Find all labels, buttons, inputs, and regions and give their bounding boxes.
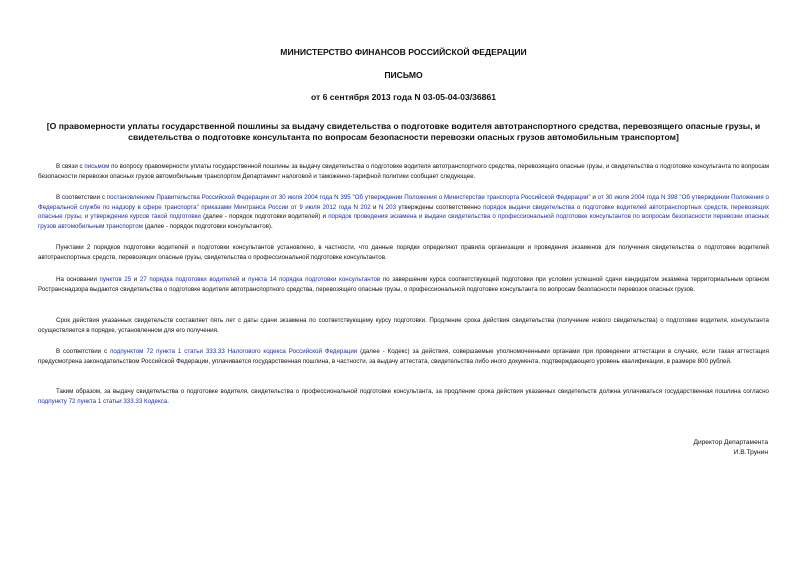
order-202-link[interactable]: приказами Минтранса России от 9 июля 2012 года N 202 (201, 203, 371, 211)
signature-block (693, 438, 768, 458)
paragraph-intro (38, 162, 769, 181)
ministry-heading: МИНИСТЕРСТВО ФИНАНСОВ РОССИЙСКОЙ ФЕДЕРАЦИИ (280, 47, 527, 57)
text: (далее - порядок подготовки водителей) и (200, 213, 329, 221)
decree-398-link[interactable]: от 30 июля 2004 года N 398 "Об утверждении Положения о Федеральной службе по надзору в сфере транспорта" (38, 194, 769, 211)
paragraph-certificates (38, 275, 769, 294)
point-14-link[interactable]: пункта 14 порядка подготовки консультантов (248, 276, 381, 283)
text: Срок действия указанных свидетельств составляет пять лет с даты сдачи экзамена по соответствующему курсу подготовки. Продление срока действия свидетельства (получение нового свидетельства) о подготовке водителя, консультанта осуществляется в порядке, установленном для его получения. (38, 317, 769, 334)
paragraph-procedures (38, 243, 769, 262)
document-title: [О правомерности уплаты государственной пошлины за выдачу свидетельства о подготовке водителя автотранспортного средства, перевозящего опасные грузы, и свидетельства о подготовке консультанта по вопросам безопасности перевозки опасных грузов автомобильным транспортом] (46, 121, 761, 142)
paragraph-tax-code (38, 347, 769, 366)
text: (далее - порядок подготовки консультантов). (142, 222, 273, 230)
paragraph-conclusion (38, 387, 769, 406)
signatory-name: И.В.Трунин (733, 449, 768, 456)
consultant-exam-procedure-link[interactable]: порядок проведения экзамена и выдачи свидетельства о профессиональной подготовке консультантов по вопросам безопасности перевозки опасных грузов автомобильным транспортом (38, 213, 770, 230)
paragraph-validity (38, 316, 769, 335)
text: и (131, 276, 140, 283)
document-date-number: от 6 сентября 2013 года N 03-05-04-03/36861 (310, 92, 497, 102)
tax-code-link[interactable]: подпунктом 72 пункта 1 статьи 333.33 Налогового кодекса Российской Федерации (110, 348, 358, 355)
text: (далее - Кодекс) за действия, совершаемые уполномоченными органами при проведении аттестации в случаях, если такая аттестация предусмотрена законодательством Российской Федерации, уплачивается государственная пошлина, в частности, за выдачу аттестата, свидетельства либо иного документа, подтверждающего уровень квалификации, в размере 800 рублей. (38, 348, 769, 365)
text: В соответствии с (56, 194, 107, 201)
text: и (239, 276, 249, 283)
paragraph-legal-basis (38, 193, 769, 231)
point-27-link[interactable]: 27 порядка подготовки водителей (139, 276, 240, 283)
decree-395-link[interactable]: постановлением Правительства Российской Федерации от 30 июля 2004 года N 395 "Об утверждении Положения о Министерстве транспорта Российской Федерации" (106, 194, 591, 201)
text: утверждены соответственно (396, 203, 484, 211)
driver-training-procedure-link[interactable]: порядок выдачи свидетельства о подготовке водителей автотранспортных средств, перевозящих опасные грузы, и утверждения курсов такой подготовки (38, 203, 769, 221)
text: В соответствии с (56, 348, 111, 355)
text: В связи с (56, 163, 85, 170)
text: На основании (56, 276, 100, 283)
points-25-link[interactable]: пунктов 25 (99, 276, 132, 283)
text: Пунктами 2 порядков подготовки водителей и подготовки консультантов установлено, в частности, что данные порядки определяют правила организации и проведения экзаменов для получения свидетельства о подготовке водителей автотранспортных средств, перевозящих опасные грузы, свидетельства о профессиональной подготовке консультантов. (38, 244, 769, 261)
signatory-position: Директор Департамента (693, 439, 768, 446)
tax-code-subpoint-link[interactable]: подпункту 72 пункта 1 статьи 333.33 Кодекса (38, 397, 168, 405)
text: по вопросу правомерности уплаты государственной пошлины за выдачу свидетельства о подготовке водителя автотранспортного средства, перевозящего опасные грузы, и свидетельства о подготовке консультанта по вопросам безопасности перевозки опасных грузов автомобильным транспортом Департамент налоговой и таможенно-тарифной политики сообщает следующее. (38, 163, 769, 180)
letter-link[interactable]: письмом (84, 163, 110, 170)
document-type: ПИСЬМО (384, 70, 423, 80)
text: и (370, 203, 379, 211)
text: и (590, 194, 598, 201)
text: Таким образом, за выдачу свидетельства о подготовке водителя, свидетельства о профессиональной подготовке консультанта, за продление срока действия указанных свидетельств должна уплачиваться государственная пошлина согласно (56, 388, 769, 395)
text: . (167, 397, 169, 405)
text: по завершении курса соответствующей подготовки при условии успешной сдачи кандидатом экзамена территориальным органом Ространснадзора выдаются свидетельства о подготовке водителя автотранспортного средства, перевозящего опасные грузы, о профессиональной подготовке консультанта по вопросам безопасности перевозок опасных грузов. (38, 276, 769, 293)
order-203-link[interactable]: N 203 (378, 203, 397, 211)
